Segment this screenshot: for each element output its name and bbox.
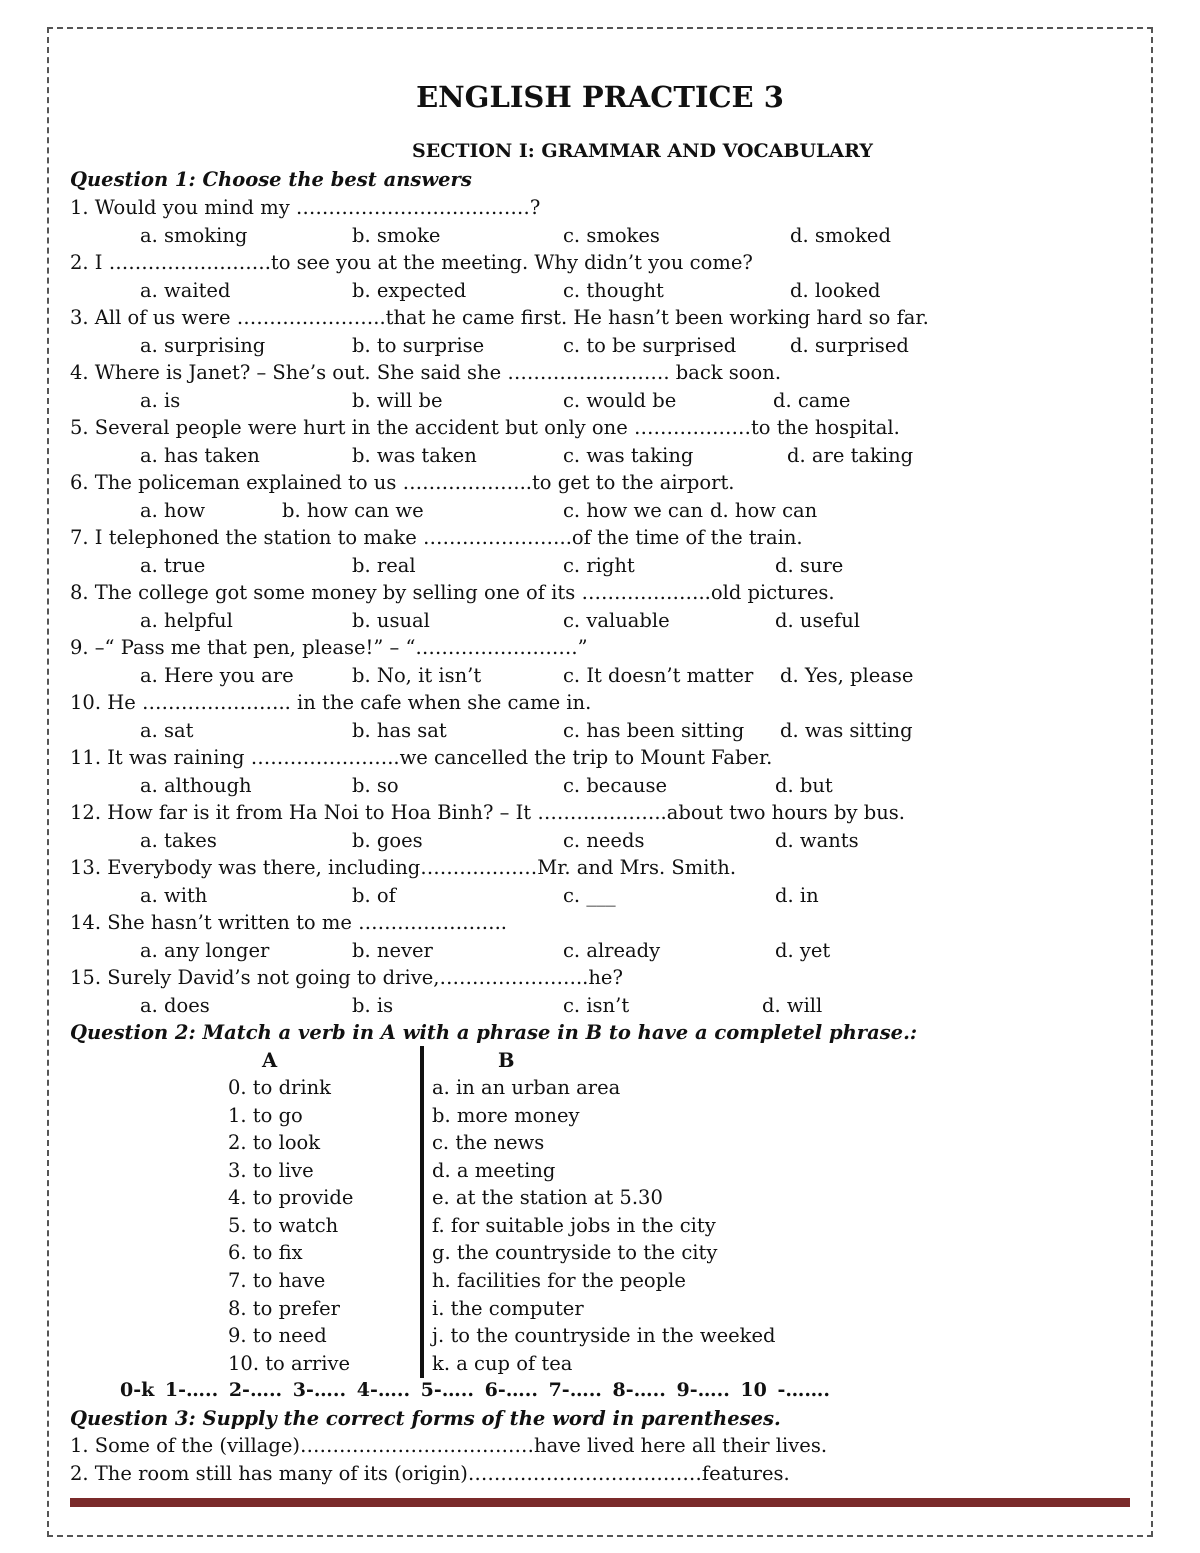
q1-item-2-option-b[interactable]: b. expected (352, 279, 467, 302)
q1-item-10-option-c[interactable]: c. has been sitting (563, 719, 745, 742)
q1-item-13-option-a[interactable]: a. with (140, 884, 208, 907)
q1-item-7-option-b[interactable]: b. real (352, 554, 416, 577)
q1-item-3-option-b[interactable]: b. to surprise (352, 334, 485, 357)
q1-item-8-option-c[interactable]: c. valuable (563, 609, 670, 632)
q1-item-9-option-a[interactable]: a. Here you are (140, 664, 294, 687)
q1-item-12-stem: 12. How far is it from Ha Noi to Hoa Binh? – It ………………..about two hours by bus. (70, 801, 905, 824)
question-1-heading: Question 1: Choose the best answers (70, 168, 472, 191)
q1-item-7-option-d[interactable]: d. sure (775, 554, 844, 577)
column-b-item: k. a cup of tea (432, 1352, 573, 1375)
q1-item-10-stem: 10. He ………………….. in the cafe when she came in. (70, 691, 592, 714)
column-b-item: h. facilities for the people (432, 1269, 686, 1292)
q1-item-6-option-c[interactable]: c. how we can (563, 499, 704, 522)
q1-item-5-stem: 5. Several people were hurt in the accident but only one ………………to the hospital. (70, 416, 900, 439)
column-b-title: B (498, 1049, 515, 1072)
q1-item-13-option-d[interactable]: d. in (775, 884, 819, 907)
q1-item-15-option-b[interactable]: b. is (352, 994, 394, 1017)
q1-item-7-option-c[interactable]: c. right (563, 554, 635, 577)
q1-item-4-option-d[interactable]: d. came (773, 389, 851, 412)
q1-item-6-option-b[interactable]: b. how can we (282, 499, 424, 522)
q1-item-8-option-d[interactable]: d. useful (775, 609, 860, 632)
column-a-item: 9. to need (228, 1324, 327, 1347)
column-a-item: 5. to watch (228, 1214, 339, 1237)
q1-item-7-option-a[interactable]: a. true (140, 554, 206, 577)
q1-item-11-option-a[interactable]: a. although (140, 774, 252, 797)
q1-item-9-stem: 9. –“ Pass me that pen, please!” – “…………………….” (70, 636, 588, 659)
q1-item-11-option-b[interactable]: b. so (352, 774, 399, 797)
column-a-item: 7. to have (228, 1269, 326, 1292)
q1-item-1-option-d[interactable]: d. smoked (790, 224, 891, 247)
section-heading: SECTION I: GRAMMAR AND VOCABULARY (412, 140, 873, 162)
q1-item-11-option-d[interactable]: d. but (775, 774, 833, 797)
q1-item-9-option-d[interactable]: d. Yes, please (780, 664, 914, 687)
q1-item-14-stem: 14. She hasn’t written to me ………………….. (70, 911, 507, 934)
q1-item-10-option-b[interactable]: b. has sat (352, 719, 447, 742)
column-a-item: 8. to prefer (228, 1297, 341, 1320)
q1-item-5-option-b[interactable]: b. was taken (352, 444, 477, 467)
q1-item-1-stem: 1. Would you mind my ………………………………? (70, 196, 541, 219)
q1-item-5-option-c[interactable]: c. was taking (563, 444, 694, 467)
column-a-item: 4. to provide (228, 1186, 354, 1209)
column-a-item: 10. to arrive (228, 1352, 351, 1375)
column-a-item: 0. to drink (228, 1076, 331, 1099)
column-a-item: 1. to go (228, 1104, 303, 1127)
q1-item-11-option-c[interactable]: c. because (563, 774, 667, 797)
q1-item-2-stem: 2. I …………………….to see you at the meeting. Why didn’t you come? (70, 251, 753, 274)
q1-item-5-option-a[interactable]: a. has taken (140, 444, 260, 467)
q1-item-11-stem: 11. It was raining …………………..we cancelled the trip to Mount Faber. (70, 746, 773, 769)
matching-answer-line[interactable]: 0-k 1-….. 2-….. 3-….. 4-….. 5-….. 6-….. 7-….. 8-….. 9-….. 10 -……. (120, 1379, 830, 1401)
q1-item-4-option-a[interactable]: a. is (140, 389, 181, 412)
q1-item-2-option-c[interactable]: c. thought (563, 279, 664, 302)
q1-item-6-option-d[interactable]: d. how can (710, 499, 818, 522)
q1-item-6-stem: 6. The policeman explained to us ………………..to get to the airport. (70, 471, 735, 494)
q1-item-14-option-d[interactable]: d. yet (775, 939, 831, 962)
column-b-item: d. a meeting (432, 1159, 556, 1182)
q1-item-3-option-d[interactable]: d. surprised (790, 334, 909, 357)
column-divider (420, 1046, 424, 1378)
q1-item-8-stem: 8. The college got some money by selling one of its ………………..old pictures. (70, 581, 835, 604)
column-b-item: c. the news (432, 1131, 545, 1154)
q1-item-14-option-a[interactable]: a. any longer (140, 939, 270, 962)
column-b-item: j. to the countryside in the weeked (432, 1324, 776, 1347)
column-a-item: 2. to look (228, 1131, 321, 1154)
column-b-item: i. the computer (432, 1297, 584, 1320)
q3-item-1: 1. Some of the (village)………………………………have lived here all their lives. (70, 1434, 828, 1457)
q1-item-1-option-b[interactable]: b. smoke (352, 224, 441, 247)
q1-item-1-option-c[interactable]: c. smokes (563, 224, 660, 247)
q1-item-6-option-a[interactable]: a. how (140, 499, 206, 522)
footer-rule (70, 1498, 1130, 1507)
q1-item-12-option-a[interactable]: a. takes (140, 829, 217, 852)
column-b-item: f. for suitable jobs in the city (432, 1214, 716, 1237)
q1-item-3-option-c[interactable]: c. to be surprised (563, 334, 737, 357)
q1-item-15-option-d[interactable]: d. will (762, 994, 823, 1017)
q1-item-3-stem: 3. All of us were …………………..that he came first. He hasn’t been working hard so far. (70, 306, 929, 329)
q1-item-8-option-a[interactable]: a. helpful (140, 609, 233, 632)
column-b-item: b. more money (432, 1104, 580, 1127)
q1-item-14-option-b[interactable]: b. never (352, 939, 433, 962)
q1-item-4-option-c[interactable]: c. would be (563, 389, 677, 412)
q3-item-2: 2. The room still has many of its (origin)………………………………features. (70, 1462, 790, 1485)
q1-item-15-option-c[interactable]: c. isn’t (563, 994, 630, 1017)
page-title: ENGLISH PRACTICE 3 (416, 80, 784, 114)
q1-item-12-option-d[interactable]: d. wants (775, 829, 859, 852)
q1-item-2-option-d[interactable]: d. looked (790, 279, 881, 302)
q1-item-14-option-c[interactable]: c. already (563, 939, 661, 962)
question-2-heading: Question 2: Match a verb in A with a phrase in B to have a completel phrase.: (70, 1021, 918, 1044)
column-b-item: a. in an urban area (432, 1076, 621, 1099)
q1-item-15-stem: 15. Surely David’s not going to drive,…………………..he? (70, 966, 623, 989)
column-a-item: 6. to fix (228, 1241, 303, 1264)
column-b-item: e. at the station at 5.30 (432, 1186, 663, 1209)
q1-item-1-option-a[interactable]: a. smoking (140, 224, 248, 247)
column-b-item: g. the countryside to the city (432, 1241, 718, 1264)
q1-item-10-option-d[interactable]: d. was sitting (780, 719, 913, 742)
q1-item-13-option-b[interactable]: b. of (352, 884, 396, 907)
q1-item-13-option-c[interactable]: c. ___ (563, 884, 616, 907)
q1-item-10-option-a[interactable]: a. sat (140, 719, 194, 742)
q1-item-7-stem: 7. I telephoned the station to make …………………..of the time of the train. (70, 526, 803, 549)
q1-item-4-option-b[interactable]: b. will be (352, 389, 443, 412)
q1-item-2-option-a[interactable]: a. waited (140, 279, 231, 302)
question-3-heading: Question 3: Supply the correct forms of the word in parentheses. (70, 1407, 781, 1430)
column-a-item: 3. to live (228, 1159, 314, 1182)
q1-item-4-stem: 4. Where is Janet? – She’s out. She said she ……………………. back soon. (70, 361, 782, 384)
q1-item-12-option-c[interactable]: c. needs (563, 829, 645, 852)
q1-item-8-option-b[interactable]: b. usual (352, 609, 430, 632)
q1-item-15-option-a[interactable]: a. does (140, 994, 210, 1017)
q1-item-13-stem: 13. Everybody was there, including………………Mr. and Mrs. Smith. (70, 856, 737, 879)
column-a-title: A (262, 1049, 278, 1072)
q1-item-12-option-b[interactable]: b. goes (352, 829, 423, 852)
q1-item-5-option-d[interactable]: d. are taking (787, 444, 914, 467)
q1-item-9-option-c[interactable]: c. It doesn’t matter (563, 664, 754, 687)
q1-item-9-option-b[interactable]: b. No, it isn’t (352, 664, 482, 687)
q1-item-3-option-a[interactable]: a. surprising (140, 334, 266, 357)
